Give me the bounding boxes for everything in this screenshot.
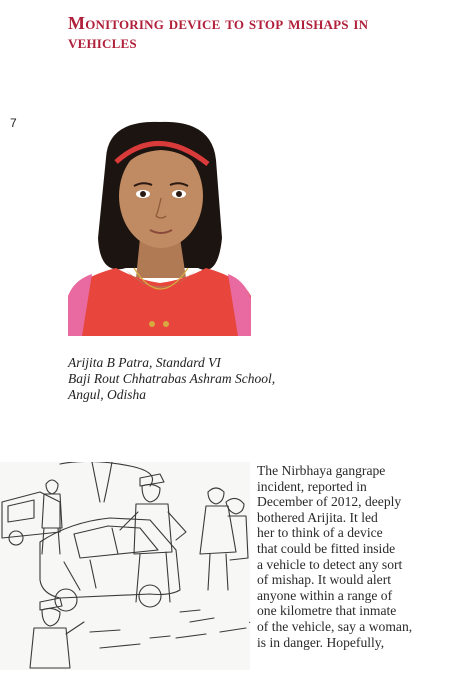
student-portrait — [68, 118, 251, 336]
article-body — [257, 463, 447, 650]
author-name: Arijita B Patra, Standard VI — [68, 355, 221, 370]
accident-sketch-illustration — [0, 462, 250, 670]
body-line: one kilometre that inmate — [257, 603, 397, 619]
body-line: of the vehicle, say a woman, — [257, 618, 413, 634]
article-title: Monitoring device to stop mishaps in vehicles — [68, 13, 369, 52]
body-line: a vehicle to detect any sort — [257, 556, 403, 572]
author-school: Baji Rout Chhatrabas Ashram School, — [68, 371, 276, 386]
page-number: 7 — [10, 116, 17, 130]
body-line: that could be fitted inside — [257, 540, 396, 556]
body-line: December of 2012, deeply — [257, 494, 402, 510]
body-line: incident, reported in — [257, 478, 367, 494]
body-line: bothered Arijita. It led — [257, 509, 378, 525]
stray-mark: · — [248, 618, 252, 629]
body-line: anyone within a range of — [257, 587, 393, 603]
body-line: The Nirbhaya gangrape — [257, 463, 386, 478]
body-line: is in danger. Hopefully, — [257, 634, 385, 650]
body-line: her to think of a device — [257, 525, 383, 541]
author-byline — [68, 355, 398, 403]
body-line: of mishap. It would alert — [257, 572, 392, 588]
author-place: Angul, Odisha — [68, 387, 147, 402]
